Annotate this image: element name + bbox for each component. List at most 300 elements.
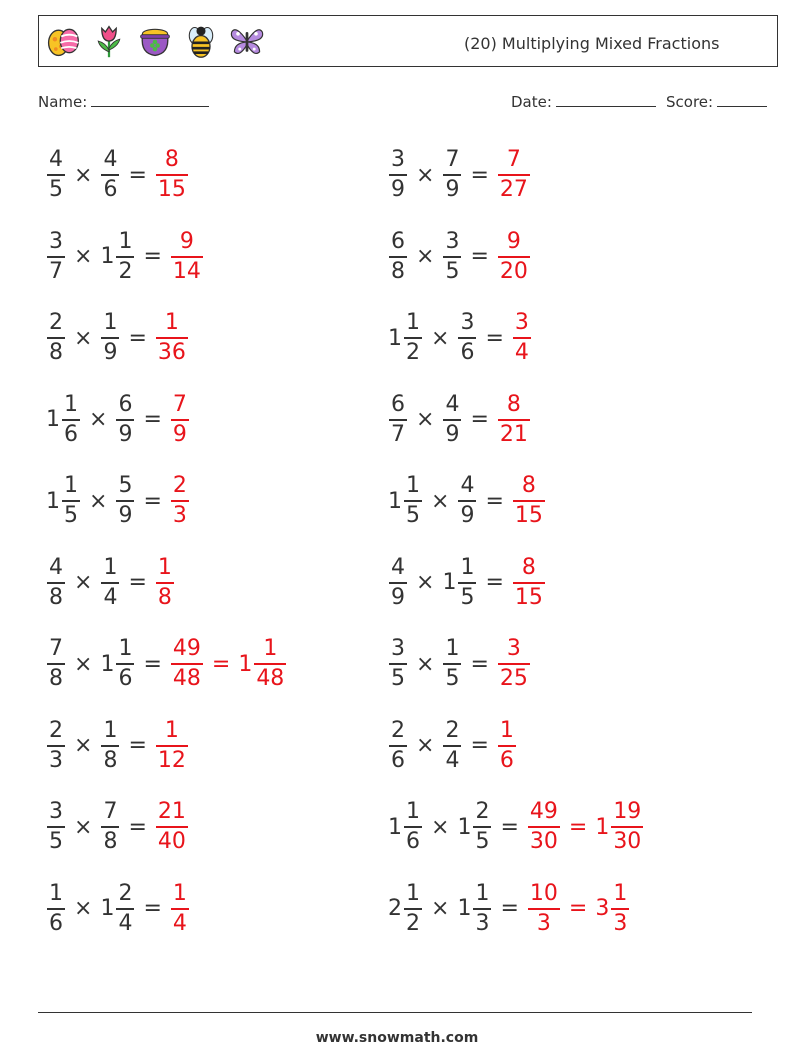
- fraction: [116, 229, 134, 285]
- problem-item: [46, 140, 189, 210]
- answer: [170, 392, 190, 448]
- denominator: 9: [391, 584, 405, 610]
- answer-equals-sign: =: [568, 814, 588, 840]
- answer: [155, 310, 189, 366]
- times-sign: ×: [431, 896, 450, 921]
- numerator: 7: [49, 636, 63, 661]
- denominator: 15: [514, 584, 543, 610]
- fraction-bar: [458, 500, 476, 502]
- fraction-bar: [47, 826, 65, 828]
- fraction-bar: [101, 174, 119, 176]
- denominator: 6: [118, 666, 133, 691]
- numerator: 6: [118, 391, 133, 417]
- fraction-bar: [156, 337, 188, 339]
- answer: [497, 392, 531, 448]
- numerator: 7: [172, 391, 187, 417]
- denominator: 6: [391, 747, 405, 773]
- factor-b: [457, 310, 477, 366]
- equals-sign: =: [143, 407, 162, 432]
- name-blank[interactable]: [91, 94, 209, 107]
- numerator: 1: [103, 717, 118, 743]
- denominator: 8: [49, 584, 63, 610]
- fraction: [498, 392, 530, 448]
- factor-b: [457, 473, 477, 529]
- denominator: 8: [49, 340, 63, 365]
- factor-b: [442, 636, 462, 692]
- fraction: [47, 229, 65, 285]
- whole-number: 1: [595, 814, 610, 840]
- fraction-bar: [513, 500, 545, 502]
- numerator: 21: [157, 799, 186, 824]
- factor-a: [388, 799, 423, 855]
- numerator: 1: [499, 717, 514, 743]
- denominator: 9: [118, 503, 133, 528]
- denominator: 4: [103, 584, 118, 610]
- fraction-bar: [116, 500, 134, 502]
- fraction: [513, 473, 545, 529]
- whole-number: 1: [388, 325, 402, 351]
- whole-number: 1: [442, 570, 457, 595]
- denominator: 48: [172, 666, 201, 691]
- denominator: 3: [475, 910, 490, 936]
- times-sign: ×: [416, 162, 435, 188]
- fraction: [156, 147, 188, 203]
- fraction-bar: [171, 663, 203, 665]
- times-sign: ×: [74, 244, 93, 269]
- numerator: 7: [445, 147, 460, 172]
- factor-a: [388, 310, 423, 366]
- answer-fraction: [155, 147, 189, 203]
- denominator: 6: [406, 829, 420, 854]
- fraction-bar: [116, 908, 134, 910]
- fraction: [513, 555, 545, 611]
- equals-sign: =: [500, 814, 519, 840]
- denominator: 5: [445, 666, 460, 691]
- fraction-bar: [47, 337, 65, 339]
- equals-sign: =: [143, 651, 162, 677]
- numerator: 2: [49, 717, 63, 743]
- answer: [512, 473, 546, 529]
- fraction-bar: [498, 745, 516, 747]
- butterfly-icon: [229, 22, 265, 60]
- fraction-bar: [389, 663, 407, 665]
- factor-b: [100, 636, 135, 692]
- denominator: 14: [172, 258, 201, 284]
- answer-fraction: [512, 555, 546, 611]
- fraction: [47, 310, 65, 366]
- equals-sign: =: [470, 651, 489, 677]
- denominator: 15: [514, 503, 543, 528]
- fraction-bar: [528, 826, 560, 828]
- fraction: [443, 147, 461, 203]
- answer-mixed-number: [238, 636, 287, 692]
- problem-item: [388, 385, 531, 455]
- denominator: 6: [49, 910, 63, 936]
- fraction-bar: [473, 826, 491, 828]
- problem-item: [388, 303, 532, 373]
- denominator: 5: [49, 829, 63, 854]
- fraction-bar: [498, 174, 530, 176]
- numerator: 1: [103, 310, 118, 335]
- factor-b: [100, 310, 120, 366]
- factor-b: [115, 392, 135, 448]
- fraction: [101, 799, 119, 855]
- numerator: 1: [164, 717, 179, 743]
- fraction-bar: [498, 663, 530, 665]
- answer-fraction: [497, 392, 531, 448]
- denominator: 25: [499, 666, 528, 691]
- equals-sign: =: [128, 162, 147, 188]
- numerator: 1: [103, 554, 118, 580]
- answer-fraction: [170, 229, 204, 285]
- times-sign: ×: [416, 651, 435, 677]
- numerator: 6: [391, 228, 405, 254]
- fraction-bar: [171, 500, 189, 502]
- fraction: [156, 555, 174, 611]
- answer-fraction: [170, 473, 190, 529]
- denominator: 2: [118, 258, 133, 284]
- fraction-bar: [171, 908, 189, 910]
- numerator: 7: [506, 147, 521, 172]
- fraction-bar: [498, 419, 530, 421]
- factor-b: [100, 147, 120, 203]
- answer: [155, 799, 189, 855]
- numerator: 7: [103, 799, 118, 824]
- fraction-bar: [473, 908, 491, 910]
- denominator: 27: [499, 177, 528, 202]
- fraction-bar: [171, 256, 203, 258]
- fraction-bar: [528, 908, 560, 910]
- fraction: [473, 799, 491, 855]
- fraction: [47, 718, 65, 774]
- denominator: 8: [391, 258, 405, 284]
- factor-a: [46, 473, 81, 529]
- denominator: 6: [460, 340, 475, 365]
- whole-number: 1: [388, 814, 402, 840]
- fraction: [458, 555, 476, 611]
- answer-fraction: [527, 799, 561, 855]
- answer-fraction: [155, 310, 189, 366]
- equals-sign: =: [128, 814, 147, 840]
- fraction: [473, 881, 491, 937]
- numerator: 3: [514, 310, 529, 335]
- answer: [155, 147, 189, 203]
- fraction: [458, 473, 476, 529]
- whole-number: 1: [100, 896, 115, 921]
- factor-b: [442, 147, 462, 203]
- numerator: 4: [49, 147, 63, 172]
- times-sign: ×: [416, 244, 435, 269]
- fraction: [513, 310, 531, 366]
- answer-fraction: [497, 229, 531, 285]
- header-icons: [45, 22, 265, 60]
- footer-url: www.snowmath.com: [315, 1030, 479, 1046]
- factor-b: [100, 799, 120, 855]
- fraction-bar: [443, 663, 461, 665]
- answer: [497, 718, 517, 774]
- denominator: 9: [103, 340, 118, 365]
- name-label: Name:: [38, 93, 88, 111]
- problem-item: [46, 222, 204, 292]
- fraction-bar: [513, 337, 531, 339]
- denominator: 3: [49, 747, 63, 773]
- numerator: 3: [391, 636, 405, 661]
- fraction: [47, 799, 65, 855]
- numerator: 4: [103, 147, 118, 172]
- fraction-bar: [389, 174, 407, 176]
- numerator: 8: [164, 147, 179, 172]
- fraction: [171, 229, 203, 285]
- fraction: [171, 473, 189, 529]
- problem-item: [46, 711, 189, 781]
- times-sign: ×: [431, 814, 450, 840]
- factor-a: [388, 229, 408, 285]
- fraction: [404, 473, 422, 529]
- numerator: 9: [506, 228, 521, 254]
- fraction: [611, 881, 629, 937]
- answer-equals-sign: =: [211, 651, 231, 677]
- whole-number: 1: [46, 488, 60, 514]
- fraction-bar: [611, 826, 643, 828]
- answer: [170, 229, 204, 285]
- factor-b: [457, 881, 492, 937]
- denominator: 4: [118, 910, 133, 936]
- factor-a: [46, 555, 66, 611]
- denominator: 5: [49, 177, 63, 202]
- denominator: 40: [157, 829, 186, 854]
- answer-mixed-number: [595, 799, 644, 855]
- answer-fraction: [155, 799, 189, 855]
- numerator: 19: [613, 799, 642, 824]
- equals-sign: =: [470, 162, 489, 188]
- equals-sign: =: [143, 244, 162, 269]
- fraction-bar: [47, 745, 65, 747]
- factor-a: [46, 881, 66, 937]
- fraction: [116, 392, 134, 448]
- denominator: 4: [172, 910, 187, 936]
- factor-a: [388, 147, 408, 203]
- numerator: 49: [172, 636, 201, 661]
- numerator: 2: [49, 310, 63, 335]
- denominator: 9: [460, 503, 475, 528]
- fraction: [389, 555, 407, 611]
- denominator: 36: [157, 340, 186, 365]
- score-field[interactable]: [666, 93, 767, 111]
- denominator: 5: [391, 666, 405, 691]
- bee-icon: [183, 22, 219, 60]
- numerator: 1: [406, 310, 420, 335]
- problem-item: [388, 140, 531, 210]
- denominator: 4: [514, 340, 529, 365]
- denominator: 9: [391, 177, 405, 202]
- fraction: [47, 881, 65, 937]
- times-sign: ×: [74, 325, 93, 351]
- fraction: [156, 799, 188, 855]
- times-sign: ×: [74, 896, 93, 921]
- fraction: [116, 473, 134, 529]
- factor-a: [46, 392, 81, 448]
- factor-a: [46, 310, 66, 366]
- fraction: [171, 392, 189, 448]
- date-blank[interactable]: [556, 94, 656, 107]
- factor-b: [442, 392, 462, 448]
- numerator: 1: [164, 310, 179, 335]
- denominator: 8: [49, 666, 63, 691]
- denominator: 8: [157, 584, 172, 610]
- equals-sign: =: [128, 325, 147, 351]
- denominator: 30: [613, 829, 642, 854]
- footer-divider: [38, 1012, 752, 1013]
- factor-b: [100, 718, 120, 774]
- whole-number: 3: [595, 896, 610, 921]
- numerator: 1: [118, 228, 133, 254]
- times-sign: ×: [416, 733, 435, 758]
- answer: [527, 799, 644, 855]
- fraction: [101, 718, 119, 774]
- times-sign: ×: [74, 651, 93, 677]
- factor-a: [388, 718, 408, 774]
- fraction: [62, 392, 80, 448]
- fraction-bar: [156, 745, 188, 747]
- answer-fraction: [170, 392, 190, 448]
- fraction: [404, 881, 422, 937]
- denominator: 5: [406, 503, 420, 528]
- times-sign: ×: [74, 162, 93, 188]
- factor-b: [115, 473, 135, 529]
- fraction-bar: [47, 663, 65, 665]
- problem-item: [46, 466, 190, 536]
- times-sign: ×: [74, 814, 93, 840]
- fraction-bar: [101, 745, 119, 747]
- denominator: 30: [529, 829, 558, 854]
- fraction-bar: [513, 582, 545, 584]
- fraction-bar: [389, 256, 407, 258]
- date-field[interactable]: [511, 93, 656, 111]
- answer-fraction: [497, 718, 517, 774]
- name-field[interactable]: [38, 93, 209, 111]
- numerator: 5: [118, 473, 133, 498]
- numerator: 1: [475, 880, 490, 906]
- fraction-bar: [389, 745, 407, 747]
- times-sign: ×: [431, 488, 450, 514]
- answer: [170, 473, 190, 529]
- factor-a: [46, 799, 66, 855]
- fraction-bar: [156, 174, 188, 176]
- fraction: [156, 310, 188, 366]
- denominator: 3: [536, 910, 551, 936]
- fraction: [47, 555, 65, 611]
- times-sign: ×: [89, 407, 108, 432]
- denominator: 2: [406, 910, 420, 936]
- denominator: 5: [475, 829, 490, 854]
- fraction-bar: [404, 337, 422, 339]
- fraction: [171, 881, 189, 937]
- factor-b: [100, 229, 135, 285]
- whole-number: 1: [238, 651, 253, 677]
- numerator: 3: [506, 636, 521, 661]
- fraction-bar: [101, 337, 119, 339]
- fraction: [116, 636, 134, 692]
- fraction: [498, 229, 530, 285]
- score-blank[interactable]: [717, 94, 767, 107]
- numerator: 2: [172, 473, 187, 498]
- numerator: 2: [118, 880, 133, 906]
- equals-sign: =: [500, 896, 519, 921]
- fraction: [389, 229, 407, 285]
- fraction: [443, 392, 461, 448]
- fraction-bar: [611, 908, 629, 910]
- page-title: (20) Multiplying Mixed Fractions: [464, 34, 720, 53]
- numerator: 1: [64, 391, 78, 417]
- answer-fraction: [155, 718, 189, 774]
- fraction-bar: [116, 663, 134, 665]
- factor-a: [46, 147, 66, 203]
- fraction: [443, 636, 461, 692]
- equals-sign: =: [470, 733, 489, 758]
- equals-sign: =: [470, 407, 489, 432]
- problem-item: [388, 792, 644, 862]
- problem-item: [388, 874, 630, 944]
- denominator: 2: [406, 340, 420, 365]
- denominator: 9: [445, 421, 460, 447]
- pot-of-gold-icon: [137, 22, 173, 60]
- answer-fraction: [170, 881, 190, 937]
- fraction-bar: [443, 745, 461, 747]
- fraction-bar: [156, 826, 188, 828]
- answer-fraction: [497, 636, 531, 692]
- numerator: 3: [391, 147, 405, 172]
- denominator: 8: [103, 829, 118, 854]
- factor-a: [46, 636, 66, 692]
- whole-number: 1: [457, 814, 472, 840]
- answer: [512, 310, 532, 366]
- fraction: [389, 147, 407, 203]
- factor-a: [46, 718, 66, 774]
- fraction-bar: [47, 582, 65, 584]
- answer: [497, 147, 531, 203]
- denominator: 5: [64, 503, 78, 528]
- fraction: [62, 473, 80, 529]
- answer-mixed-number: [595, 881, 630, 937]
- problem-item: [388, 629, 531, 699]
- times-sign: ×: [431, 325, 450, 351]
- fraction-bar: [443, 174, 461, 176]
- equals-sign: =: [485, 570, 504, 595]
- numerator: 3: [460, 310, 475, 335]
- times-sign: ×: [416, 570, 435, 595]
- answer-fraction: [155, 555, 175, 611]
- denominator: 48: [256, 666, 285, 691]
- fraction-bar: [156, 582, 174, 584]
- numerator: 2: [445, 717, 460, 743]
- problem-item: [46, 385, 190, 455]
- factor-a: [388, 881, 423, 937]
- whole-number: 1: [46, 407, 60, 432]
- numerator: 4: [49, 554, 63, 580]
- factor-b: [457, 799, 492, 855]
- fraction-bar: [62, 419, 80, 421]
- numerator: 1: [406, 880, 420, 906]
- equals-sign: =: [485, 325, 504, 351]
- numerator: 10: [529, 880, 558, 906]
- problem-item: [388, 548, 546, 618]
- fraction-bar: [404, 908, 422, 910]
- fraction: [156, 718, 188, 774]
- denominator: 21: [499, 421, 528, 447]
- score-label: Score:: [666, 93, 714, 111]
- answer: [155, 555, 175, 611]
- denominator: 15: [157, 177, 186, 202]
